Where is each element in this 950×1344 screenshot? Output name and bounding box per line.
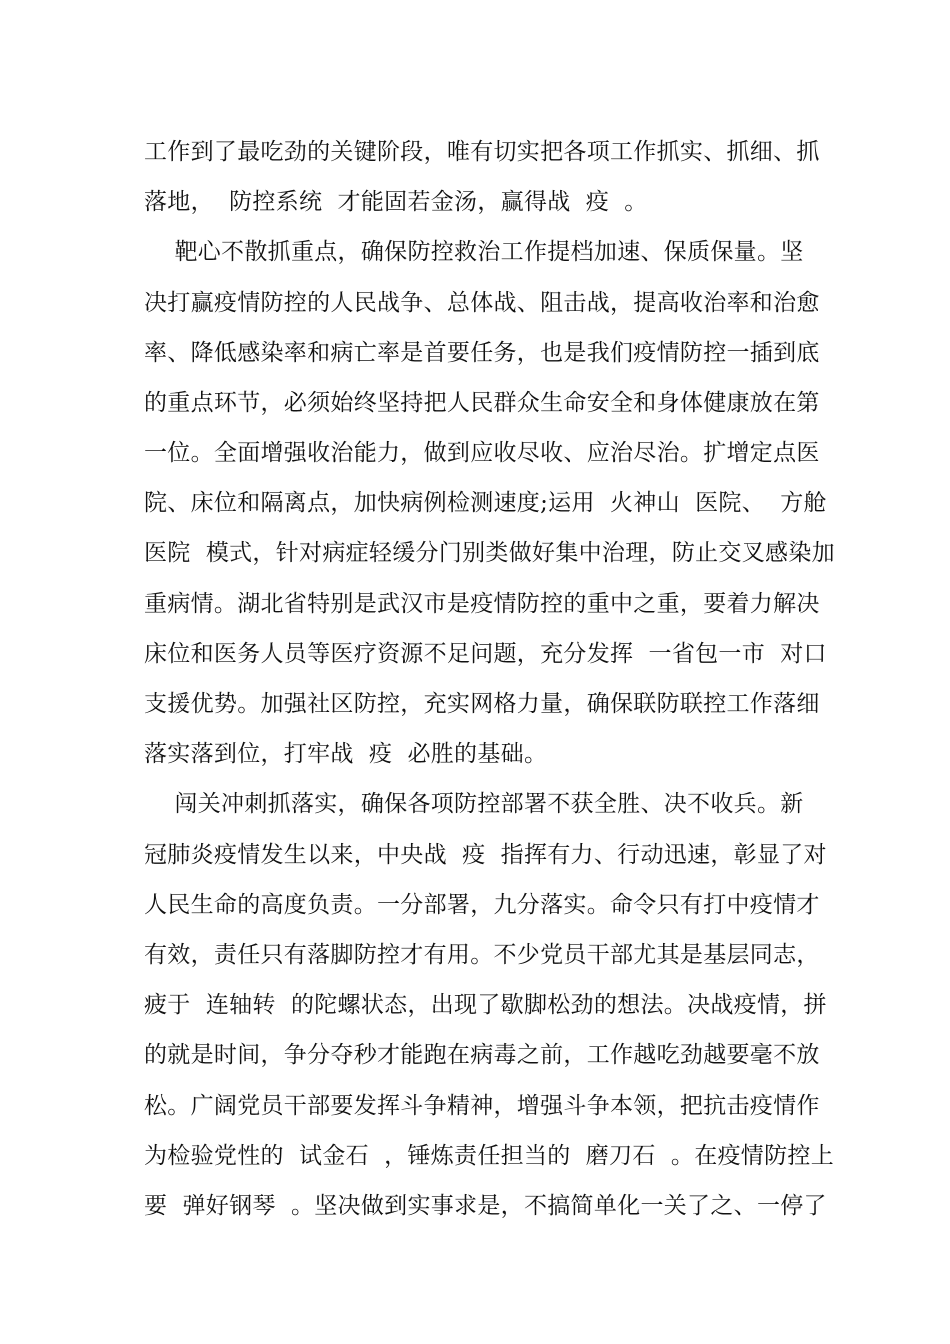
text-line: 床位和医务人员等医疗资源不足问题，充分发挥 一省包一市 对口 — [144, 641, 827, 667]
text-line: 一位。全面增强收治能力，做到应收尽收、应治尽治。扩增定点医 — [144, 440, 820, 466]
text-line: 有效，责任只有落脚防控才有用。不少党员干部尤其是基层同志， — [144, 942, 820, 968]
text-line: 为检验党性的 试金石 ，锤炼责任担当的 磨刀石 。在疫情防控上 — [144, 1143, 834, 1169]
text-line: 人民生命的高度负责。一分部署，九分落实。命令只有打中疫情才 — [144, 892, 820, 918]
text-line: 疲于 连轴转 的陀螺状态，出现了歇脚松劲的想法。决战疫情，拼 — [144, 992, 827, 1018]
text-line: 松。广阔党员干部要发挥斗争精神，增强斗争本领，把抗击疫情作 — [144, 1093, 820, 1119]
text-line: 的重点环节，必须始终坚持把人民群众生命安全和身体健康放在第 — [144, 390, 820, 416]
text-line: 医院 模式，针对病症轻缓分门别类做好集中治理，防止交叉感染加 — [144, 540, 835, 566]
text-line: 重病情。湖北省特别是武汉市是疫情防控的重中之重，要着力解决 — [144, 591, 820, 617]
text-line: 支援优势。加强社区防控，充实网格力量，确保联防联控工作落细 — [144, 691, 820, 717]
text-line: 院、床位和隔离点，加快病例检测速度;运用 火神山 医院、 方舱 — [144, 490, 827, 516]
text-line: 工作到了最吃劲的关键阶段，唯有切实把各项工作抓实、抓细、抓 — [144, 139, 820, 165]
text-line: 落实落到位，打牢战 疫 必胜的基础。 — [144, 741, 548, 767]
text-line: 要 弹好钢琴 。坚决做到实事求是，不搞简单化一关了之、一停了 — [144, 1193, 827, 1219]
text-line: 决打赢疫情防控的人民战争、总体战、阻击战，提高收治率和治愈 — [144, 290, 820, 316]
text-line: 靶心不散抓重点，确保防控救治工作提档加速、保质保量。坚 — [144, 239, 804, 265]
text-line: 落地， 防控系统 才能固若金汤，赢得战 疫 。 — [144, 189, 648, 215]
text-line: 冠肺炎疫情发生以来，中央战 疫 指挥有力、行动迅速，彰显了对 — [144, 842, 827, 868]
text-line: 的就是时间，争分夺秒才能跑在病毒之前，工作越吃劲越要毫不放 — [144, 1042, 820, 1068]
text-line: 闯关冲刺抓落实，确保各项防控部署不获全胜、决不收兵。新 — [144, 791, 804, 817]
text-line: 率、降低感染率和病亡率是首要任务，也是我们疫情防控一插到底 — [144, 340, 820, 366]
